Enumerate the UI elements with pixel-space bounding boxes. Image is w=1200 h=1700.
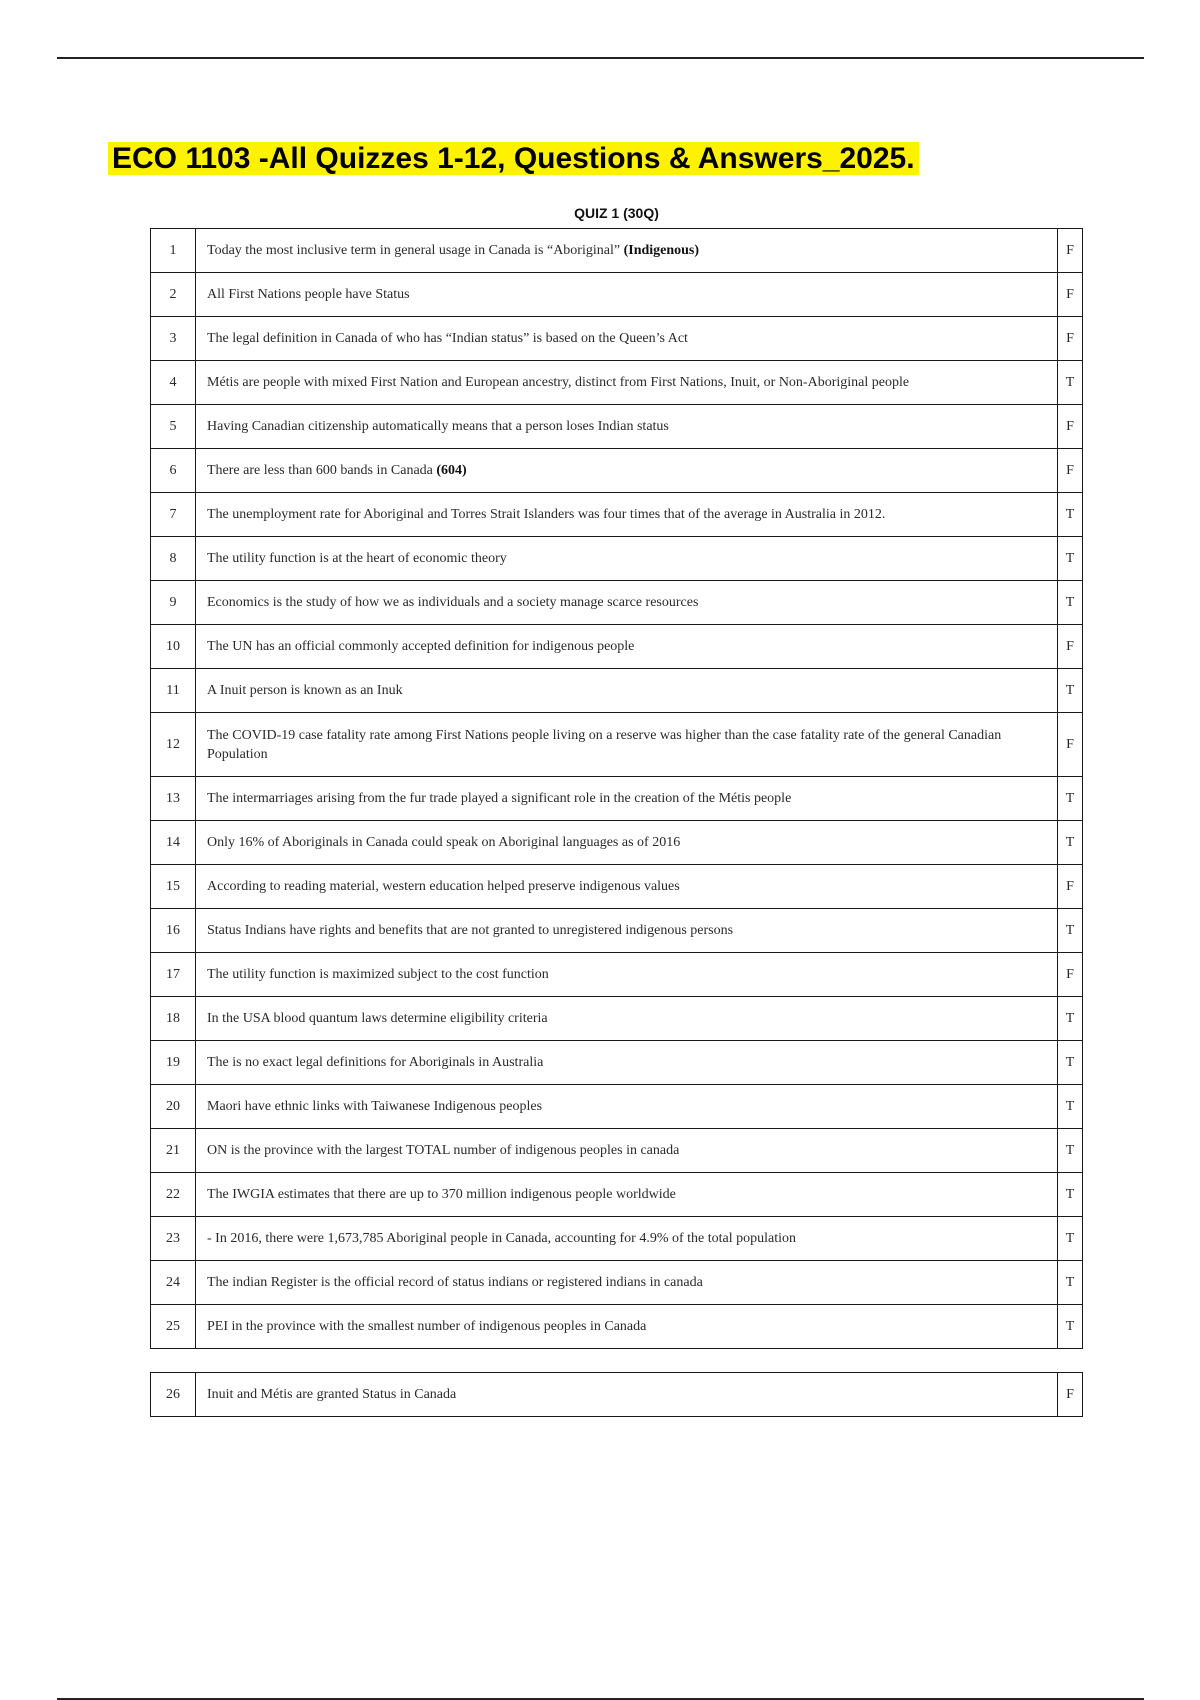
table-row [151,953,1083,997]
question-text: The legal definition in Canada of who has “Indian status” is based on the Queen’s Act [196,317,1058,361]
question-text: The IWGIA estimates that there are up to 370 million indigenous people worldwide [196,1173,1058,1217]
question-text: Maori have ethnic links with Taiwanese Indigenous peoples [196,1085,1058,1129]
question-number: 26 [151,1373,196,1417]
question-number: 9 [151,581,196,625]
answer-value: T [1058,1261,1083,1305]
answer-value: F [1058,405,1083,449]
question-text: Inuit and Métis are granted Status in Canada [196,1373,1058,1417]
table-row [151,865,1083,909]
question-number: 21 [151,1129,196,1173]
table-row [151,1217,1083,1261]
question-number: 2 [151,273,196,317]
question-emphasis: (604) [436,463,467,478]
question-number: 1 [151,229,196,273]
question-text: The unemployment rate for Aboriginal and Torres Strait Islanders was four times that of the average in Australia in 2012. [196,493,1058,537]
question-number: 24 [151,1261,196,1305]
answer-value: F [1058,953,1083,997]
question-text: Economics is the study of how we as individuals and a society manage scarce resources [196,581,1058,625]
table-row [151,1261,1083,1305]
table-row [151,821,1083,865]
table-row [151,361,1083,405]
question-number: 14 [151,821,196,865]
question-number: 4 [151,361,196,405]
table-row [151,625,1083,669]
question-number: 17 [151,953,196,997]
answer-value: F [1058,713,1083,777]
question-number: 22 [151,1173,196,1217]
table-row [151,1305,1083,1349]
question-text: The utility function is maximized subject to the cost function [196,953,1058,997]
answer-value: F [1058,317,1083,361]
question-number: 10 [151,625,196,669]
answer-value: T [1058,1217,1083,1261]
table-row [151,1041,1083,1085]
answer-value: F [1058,449,1083,493]
document-title: ECO 1103 -All Quizzes 1-12, Questions & Answers_2025. [108,138,919,180]
answer-value: F [1058,273,1083,317]
question-number: 11 [151,669,196,713]
answer-value: F [1058,625,1083,669]
question-text: Today the most inclusive term in general usage in Canada is “Aboriginal” (Indigenous) [196,229,1058,273]
answer-value: T [1058,669,1083,713]
answer-value: T [1058,997,1083,1041]
question-text: The utility function is at the heart of economic theory [196,537,1058,581]
answer-value: T [1058,821,1083,865]
question-text: According to reading material, western education helped preserve indigenous values [196,865,1058,909]
answer-value: T [1058,493,1083,537]
answer-value: T [1058,1305,1083,1349]
table-row [151,405,1083,449]
question-number: 12 [151,713,196,777]
answer-value: T [1058,581,1083,625]
quiz-table [150,228,1083,1349]
answer-value: T [1058,909,1083,953]
question-number: 8 [151,537,196,581]
table-row [151,1373,1083,1417]
answer-value: T [1058,1173,1083,1217]
question-number: 3 [151,317,196,361]
question-text: The COVID-19 case fatality rate among First Nations people living on a reserve was higher than the case fatality rate of the general Canadian Population [196,713,1058,777]
question-text: The intermarriages arising from the fur trade played a significant role in the creation of the Métis people [196,777,1058,821]
table-row [151,493,1083,537]
answer-value: F [1058,1373,1083,1417]
question-text: PEI in the province with the smallest number of indigenous peoples in Canada [196,1305,1058,1349]
table-row [151,449,1083,493]
table-row [151,273,1083,317]
question-number: 25 [151,1305,196,1349]
question-text: Métis are people with mixed First Nation and European ancestry, distinct from First Nations, Inuit, or Non-Aboriginal people [196,361,1058,405]
table-row [151,909,1083,953]
table-row [151,669,1083,713]
question-text: Having Canadian citizenship automatically means that a person loses Indian status [196,405,1058,449]
quiz-heading: QUIZ 1 (30Q) [574,205,659,221]
answer-value: T [1058,1085,1083,1129]
question-number: 13 [151,777,196,821]
question-number: 5 [151,405,196,449]
question-text: - In 2016, there were 1,673,785 Aboriginal people in Canada, accounting for 4.9% of the total population [196,1217,1058,1261]
table-row [151,777,1083,821]
answer-value: F [1058,229,1083,273]
table-row [151,229,1083,273]
question-number: 19 [151,1041,196,1085]
quiz-table-continued [150,1372,1083,1417]
question-text: In the USA blood quantum laws determine eligibility criteria [196,997,1058,1041]
question-text: The is no exact legal definitions for Aboriginals in Australia [196,1041,1058,1085]
question-emphasis: (Indigenous) [623,243,700,258]
question-number: 16 [151,909,196,953]
answer-value: T [1058,1041,1083,1085]
question-text: The UN has an official commonly accepted definition for indigenous people [196,625,1058,669]
question-number: 20 [151,1085,196,1129]
answer-value: T [1058,777,1083,821]
table-row [151,1129,1083,1173]
question-number: 6 [151,449,196,493]
table-row [151,537,1083,581]
question-number: 15 [151,865,196,909]
question-number: 23 [151,1217,196,1261]
question-text: There are less than 600 bands in Canada (604) [196,449,1058,493]
question-text: ON is the province with the largest TOTAL number of indigenous peoples in canada [196,1129,1058,1173]
answer-value: T [1058,537,1083,581]
answer-value: F [1058,865,1083,909]
question-number: 18 [151,997,196,1041]
question-text: All First Nations people have Status [196,273,1058,317]
question-text: Only 16% of Aboriginals in Canada could speak on Aboriginal languages as of 2016 [196,821,1058,865]
table-row [151,317,1083,361]
answer-value: T [1058,361,1083,405]
table-row [151,1085,1083,1129]
top-rule [57,57,1144,59]
table-row [151,997,1083,1041]
question-number: 7 [151,493,196,537]
table-row [151,581,1083,625]
answer-value: T [1058,1129,1083,1173]
table-row [151,1173,1083,1217]
question-text: Status Indians have rights and benefits that are not granted to unregistered indigenous persons [196,909,1058,953]
question-text: A Inuit person is known as an Inuk [196,669,1058,713]
table-row [151,713,1083,777]
question-text: The indian Register is the official record of status indians or registered indians in canada [196,1261,1058,1305]
